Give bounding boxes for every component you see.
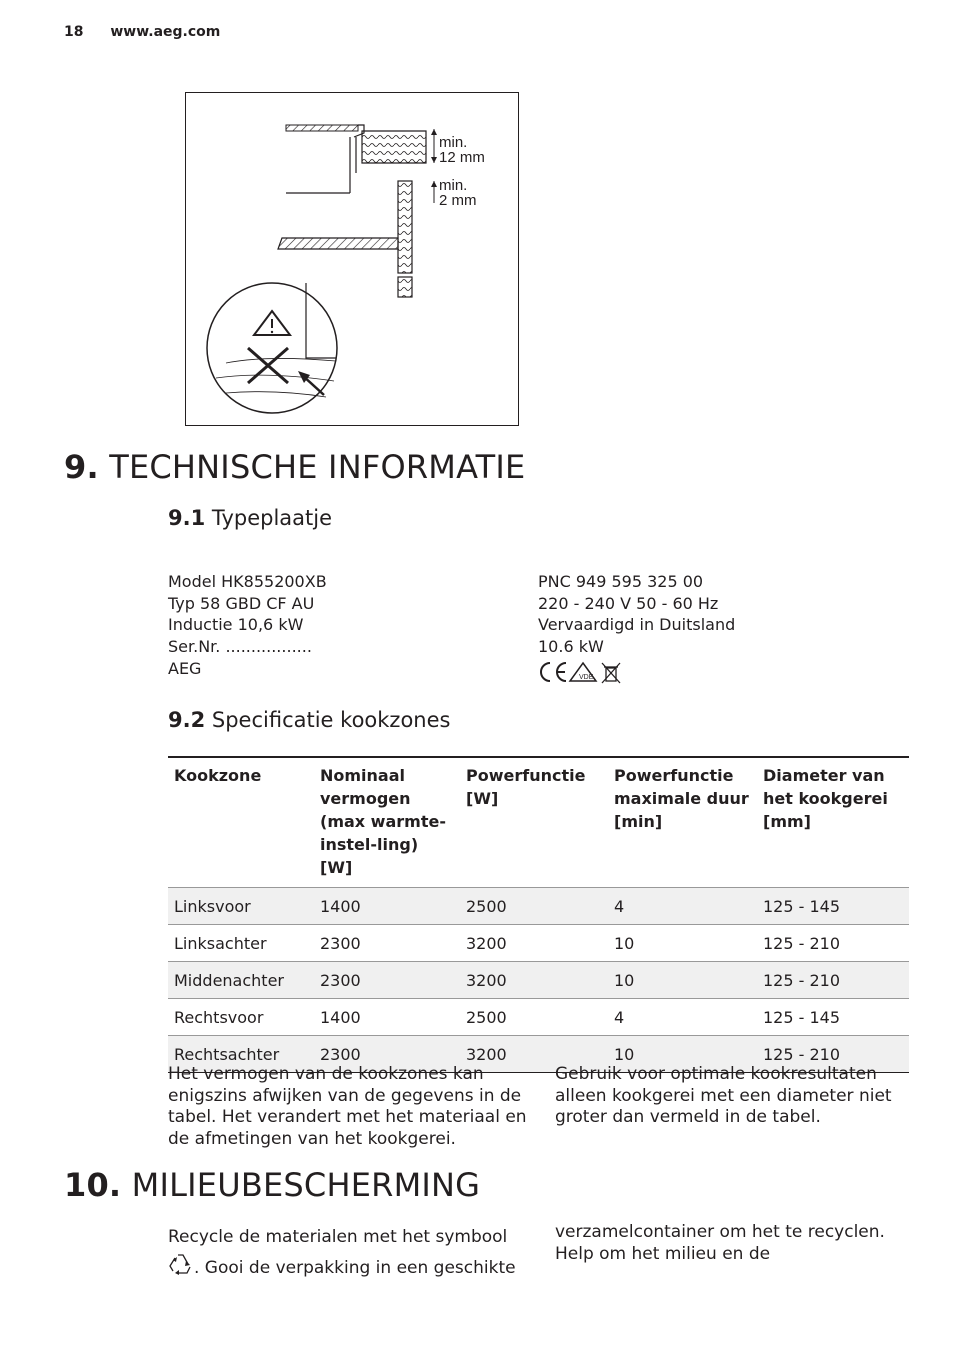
- plate-line: AEG: [168, 658, 202, 678]
- plate-line: Vervaardigd in Duitsland: [538, 615, 736, 635]
- table-cell: 125 - 145: [757, 888, 909, 925]
- table-cell: 125 - 145: [757, 999, 909, 1036]
- table-row: [168, 888, 909, 925]
- table-cell: 10: [608, 1036, 757, 1073]
- page-number: 18: [64, 24, 84, 40]
- plate-line: Typ 58 GBD CF AU: [168, 593, 315, 613]
- table-cell: 2300: [314, 962, 460, 999]
- table-note-left: Het vermogen van de kookzones kan enigszins afwijken van de gegevens in de tabel. Het verandert met het materiaal en de afmetingen van het kookgerei.: [168, 1064, 527, 1149]
- table-header-row: [168, 757, 909, 888]
- subsection-number: 9.2: [168, 708, 206, 732]
- rating-plate-right: [538, 571, 735, 690]
- subsection-title: Typeplaatje: [211, 506, 333, 530]
- label-min-12-a: min.: [439, 134, 468, 151]
- column-header: Diameter van het kookgerei [mm]: [757, 757, 909, 888]
- table-cell: 3200: [460, 1036, 608, 1073]
- table-row: [168, 925, 909, 962]
- subsection-9-1-heading: [168, 506, 332, 530]
- environment-text-left: [168, 1222, 538, 1286]
- table-cell: 2500: [460, 999, 608, 1036]
- label-min-2-a: min.: [439, 177, 468, 194]
- label-min-2-b: 2 mm: [439, 192, 477, 209]
- section-number: 10.: [64, 1166, 122, 1204]
- column-header: Powerfunctie [W]: [460, 757, 608, 888]
- cooking-zones-table: [168, 756, 909, 1073]
- subsection-title: Specificatie kookzones: [211, 708, 451, 732]
- subsection-number: 9.1: [168, 506, 206, 530]
- section-title: TECHNISCHE INFORMATIE: [109, 448, 526, 486]
- plate-line: PNC 949 595 325 00: [538, 572, 704, 591]
- column-header: Nominaal vermogen (max warmte-instel-ling) [W]: [314, 757, 460, 888]
- table-cell: 10: [608, 962, 757, 999]
- table-cell: 10: [608, 925, 757, 962]
- table-cell: Linksachter: [168, 925, 314, 962]
- table-cell: 1400: [314, 888, 460, 925]
- table-row: [168, 962, 909, 999]
- plate-line: Inductie 10,6 kW: [168, 615, 304, 635]
- rating-plate-left: [168, 571, 327, 680]
- section-9-heading: [64, 448, 525, 486]
- table-cell: 125 - 210: [757, 1036, 909, 1073]
- table-cell: 2300: [314, 925, 460, 962]
- environment-line-1: Recycle de materialen met het symbool: [168, 1227, 508, 1247]
- label-min-12-b: 12 mm: [439, 149, 485, 166]
- weee-bin-icon: [602, 663, 620, 683]
- table-row: [168, 999, 909, 1036]
- section-title: MILIEUBESCHERMING: [131, 1166, 481, 1204]
- table-cell: Rechtsachter: [168, 1036, 314, 1073]
- svg-text:VDE: VDE: [579, 673, 594, 681]
- column-header: Powerfunctie maximale duur [min]: [608, 757, 757, 888]
- installation-drawing: [186, 93, 518, 425]
- table-cell: 2300: [314, 1036, 460, 1073]
- table-cell: 1400: [314, 999, 460, 1036]
- table-cell: 3200: [460, 962, 608, 999]
- environment-line-2: . Gooi de verpakking in een geschikte: [194, 1258, 516, 1278]
- table-cell: 4: [608, 888, 757, 925]
- table-cell: 125 - 210: [757, 925, 909, 962]
- table-cell: 2500: [460, 888, 608, 925]
- recycle-symbol-icon: [168, 1253, 194, 1286]
- table-cell: 3200: [460, 925, 608, 962]
- page-header: [64, 24, 220, 40]
- website-url: www.aeg.com: [110, 24, 221, 40]
- installation-figure: [185, 92, 519, 426]
- section-number: 9.: [64, 448, 99, 486]
- plate-line: 220 - 240 V 50 - 60 Hz: [538, 593, 719, 613]
- table-cell: 4: [608, 999, 757, 1036]
- plate-line: Ser.Nr. .................: [168, 637, 312, 657]
- plate-line: 10.6 kW: [538, 637, 604, 657]
- section-10-heading: [64, 1166, 480, 1204]
- subsection-9-2-heading: [168, 708, 450, 732]
- certification-symbols: [538, 660, 735, 690]
- plate-line: Model HK855200XB: [168, 572, 327, 591]
- ce-mark-icon: [541, 663, 566, 681]
- table-cell: Middenachter: [168, 962, 314, 999]
- vde-mark-icon: [570, 663, 596, 681]
- column-header: Kookzone: [168, 757, 314, 888]
- environment-text-right: verzamelcontainer om het te recyclen. Help om het milieu en de: [555, 1222, 885, 1264]
- table-cell: Linksvoor: [168, 888, 314, 925]
- table-cell: Rechtsvoor: [168, 999, 314, 1036]
- table-note-right: Gebruik voor optimale kookresultaten alleen kookgerei met een diameter niet groter dan vermeld in de tabel.: [555, 1064, 892, 1127]
- table-cell: 125 - 210: [757, 962, 909, 999]
